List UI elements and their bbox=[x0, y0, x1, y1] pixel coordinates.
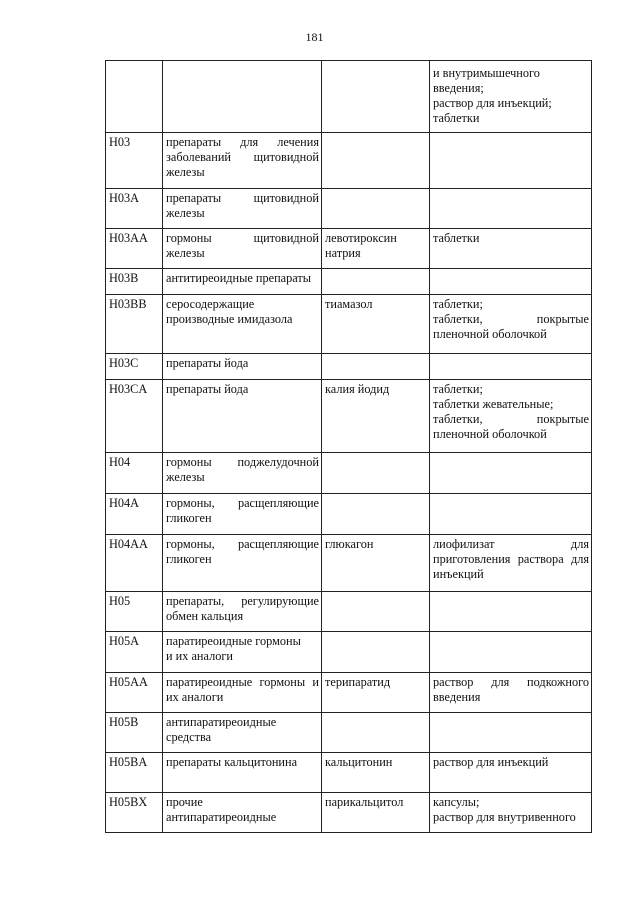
atc-code-cell: H03B bbox=[106, 269, 163, 295]
table-row bbox=[106, 494, 592, 535]
group-name-cell: препараты, регулирующие обмен кальция bbox=[163, 592, 322, 632]
dosage-form-cell: раствор для инъекций bbox=[430, 753, 592, 793]
dosage-form-cell bbox=[430, 713, 592, 753]
atc-code-cell: H05B bbox=[106, 713, 163, 753]
drug-name-cell bbox=[322, 592, 430, 632]
drug-name-cell bbox=[322, 189, 430, 229]
group-name-cell: паратиреоидные гормоны и их аналоги bbox=[163, 632, 322, 673]
drug-name-cell bbox=[322, 632, 430, 673]
table-row bbox=[106, 295, 592, 354]
table-row bbox=[106, 453, 592, 494]
drug-name-cell: левотироксин натрия bbox=[322, 229, 430, 269]
group-name-cell: гормоны, расщепляющие гликоген bbox=[163, 535, 322, 592]
group-name-cell: антитиреоидные препараты bbox=[163, 269, 322, 295]
dosage-form-cell bbox=[430, 269, 592, 295]
dosage-form-cell bbox=[430, 189, 592, 229]
dosage-form-cell: капсулы; раствор для внутривенного bbox=[430, 793, 592, 833]
dosage-form-cell bbox=[430, 494, 592, 535]
page-number: 181 bbox=[305, 30, 324, 44]
table-row bbox=[106, 632, 592, 673]
drug-name-cell: глюкагон bbox=[322, 535, 430, 592]
drug-name-cell bbox=[322, 354, 430, 380]
drug-name-cell bbox=[322, 133, 430, 189]
drug-name-cell bbox=[322, 269, 430, 295]
dosage-form-cell: раствор для подкожного введения bbox=[430, 673, 592, 713]
drug-name-cell bbox=[322, 453, 430, 494]
table-row bbox=[106, 753, 592, 793]
table-row bbox=[106, 133, 592, 189]
drug-name-cell: терипаратид bbox=[322, 673, 430, 713]
table-row bbox=[106, 61, 592, 133]
group-name-cell: препараты для лечения заболеваний щитовидной железы bbox=[163, 133, 322, 189]
group-name-cell: препараты кальцитонина bbox=[163, 753, 322, 793]
table-row bbox=[106, 592, 592, 632]
atc-code-cell: H03CA bbox=[106, 380, 163, 453]
group-name-cell: гормоны, расщепляющие гликоген bbox=[163, 494, 322, 535]
group-name-cell: препараты щитовидной железы bbox=[163, 189, 322, 229]
dosage-form-cell bbox=[430, 133, 592, 189]
table-row bbox=[106, 535, 592, 592]
atc-code-cell: H03BB bbox=[106, 295, 163, 354]
dosage-form-cell: таблетки; таблетки жевательные; таблетки, покрытые пленочной оболочкой bbox=[430, 380, 592, 453]
atc-code-cell: H05BX bbox=[106, 793, 163, 833]
atc-code-cell: H05A bbox=[106, 632, 163, 673]
group-name-cell: препараты йода bbox=[163, 380, 322, 453]
drug-name-cell: кальцитонин bbox=[322, 753, 430, 793]
group-name-cell: гормоны щитовидной железы bbox=[163, 229, 322, 269]
atc-code-cell: H03AA bbox=[106, 229, 163, 269]
drug-classification-table bbox=[105, 60, 592, 833]
table-row bbox=[106, 793, 592, 833]
dosage-form-cell bbox=[430, 592, 592, 632]
group-name-cell: прочие антипаратиреоидные bbox=[163, 793, 322, 833]
atc-code-cell: H05BA bbox=[106, 753, 163, 793]
table-row bbox=[106, 189, 592, 229]
atc-code-cell: H04A bbox=[106, 494, 163, 535]
group-name-cell: серосодержащие производные имидазола bbox=[163, 295, 322, 354]
dosage-form-cell bbox=[430, 453, 592, 494]
table-row bbox=[106, 354, 592, 380]
table-row bbox=[106, 380, 592, 453]
drug-name-cell bbox=[322, 494, 430, 535]
table-row bbox=[106, 673, 592, 713]
dosage-form-cell: лиофилизат для приготовления раствора для инъекций bbox=[430, 535, 592, 592]
atc-code-cell bbox=[106, 61, 163, 133]
drug-name-cell bbox=[322, 713, 430, 753]
group-name-cell: препараты йода bbox=[163, 354, 322, 380]
drug-name-cell: парикальцитол bbox=[322, 793, 430, 833]
atc-code-cell: H03 bbox=[106, 133, 163, 189]
group-name-cell bbox=[163, 61, 322, 133]
atc-code-cell: H03C bbox=[106, 354, 163, 380]
table-row bbox=[106, 713, 592, 753]
dosage-form-cell bbox=[430, 354, 592, 380]
dosage-form-cell: таблетки; таблетки, покрытые пленочной оболочкой bbox=[430, 295, 592, 354]
table-row bbox=[106, 229, 592, 269]
drug-name-cell: тиамазол bbox=[322, 295, 430, 354]
atc-code-cell: H05AA bbox=[106, 673, 163, 713]
dosage-form-cell bbox=[430, 632, 592, 673]
drug-name-cell: калия йодид bbox=[322, 380, 430, 453]
dosage-form-cell: и внутримышечного введения; раствор для инъекций; таблетки bbox=[430, 61, 592, 133]
table-row bbox=[106, 269, 592, 295]
atc-code-cell: H05 bbox=[106, 592, 163, 632]
group-name-cell: паратиреоидные гормоны и их аналоги bbox=[163, 673, 322, 713]
atc-code-cell: H03A bbox=[106, 189, 163, 229]
drug-name-cell bbox=[322, 61, 430, 133]
group-name-cell: антипаратиреоидные средства bbox=[163, 713, 322, 753]
atc-code-cell: H04AA bbox=[106, 535, 163, 592]
dosage-form-cell: таблетки bbox=[430, 229, 592, 269]
group-name-cell: гормоны поджелудочной железы bbox=[163, 453, 322, 494]
atc-code-cell: H04 bbox=[106, 453, 163, 494]
